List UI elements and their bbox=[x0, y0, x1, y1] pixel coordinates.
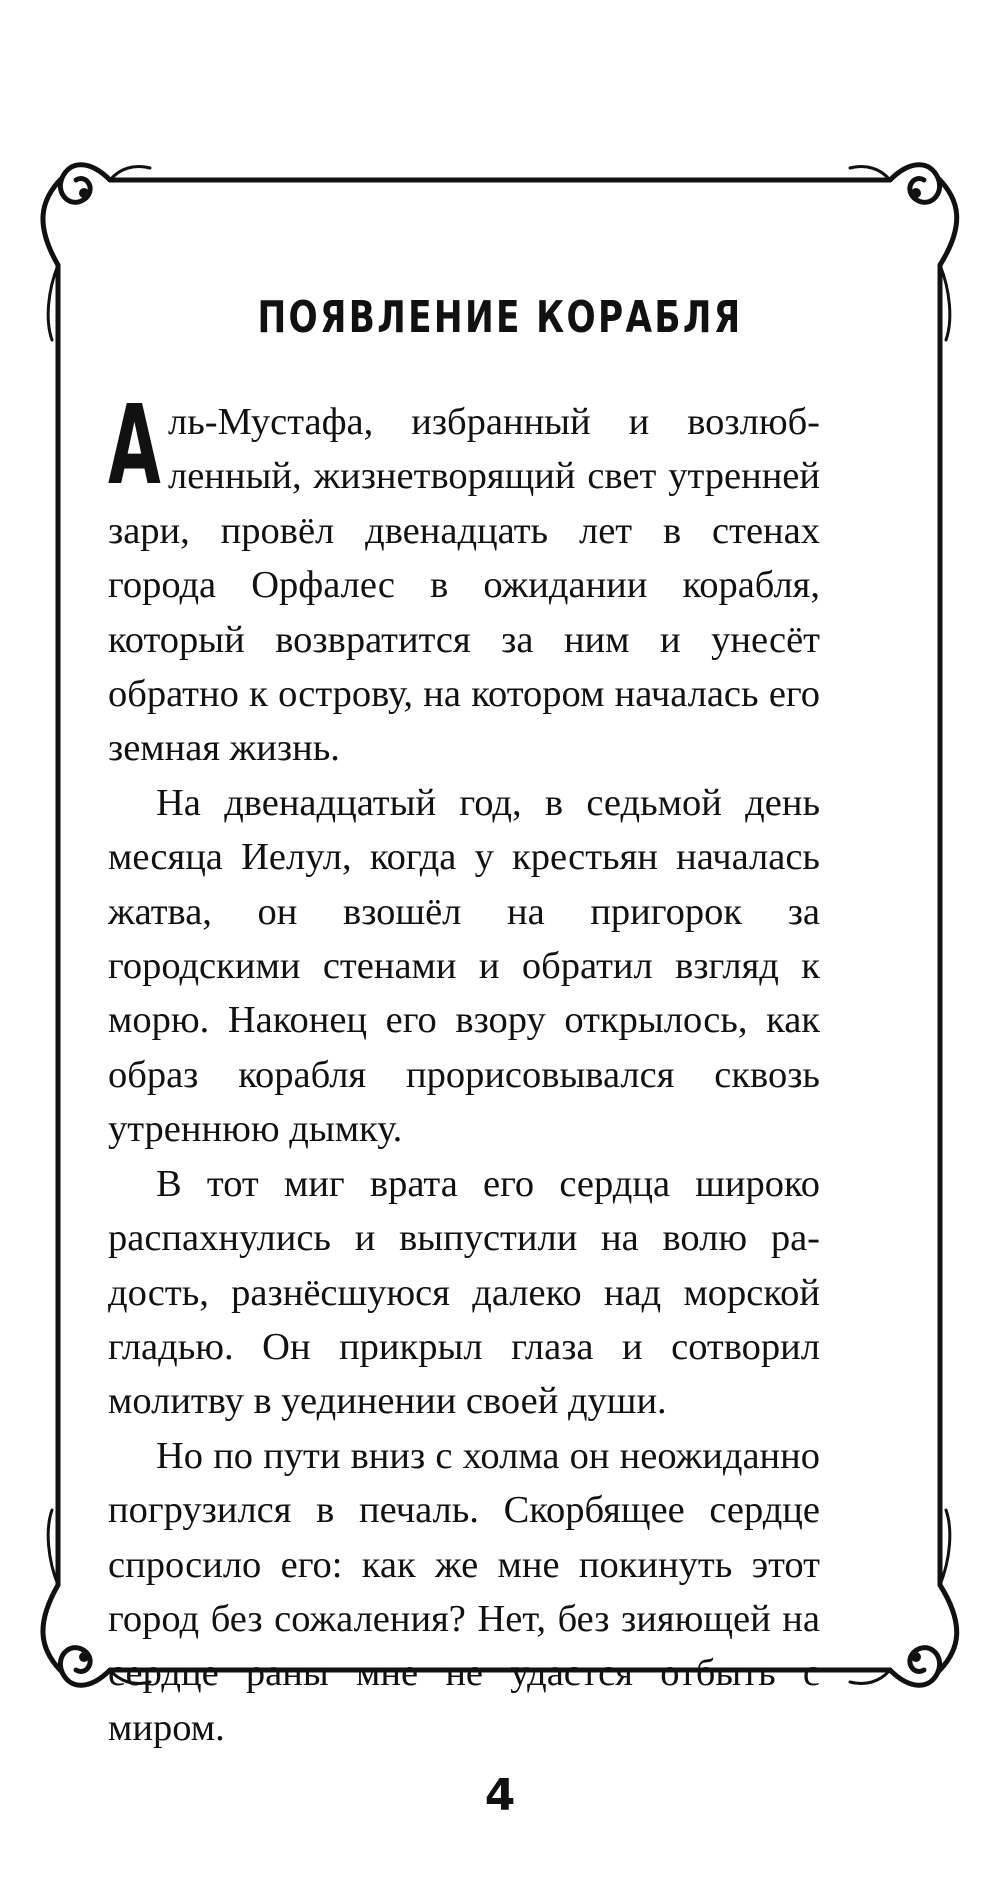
chapter-text bbox=[108, 381, 820, 1755]
paragraph: В тот миг врата его сердца широко распахнулись и выпустили на волю радость, разнёсшуюся далеко над морской гладью. Он прикрыл глаза и сотворил молитву в уединении своей души. bbox=[108, 1162, 820, 1423]
paragraph-text: ль-Мустафа, избранный и возлюбленный, жизнетворящий свет утренней зари, провёл двенадцать лет в стенах города Орфалес в ожидании корабля, который возвратится за ним и унесёт обратно к острову, на котором началась его земная жизнь. bbox=[108, 401, 820, 770]
chapter-title: ПОЯВЛЕНИЕ КОРАБЛЯ bbox=[257, 292, 743, 343]
paragraph: Но по пути вниз с холма он неожиданно погрузился в печаль. Скорбящее сердце спросило его: как же мне покинуть этот город без сожаления? Нет, без зияющей на сердце раны мне не удастся отбыть с миром. bbox=[108, 1434, 820, 1749]
paragraph: На двенадцатый год, в седьмой день месяца Иелул, когда у крестьян началась жатва, он взошёл на пригорок за городскими стенами и обратил взгляд к морю. Наконец его взору открылось, как образ корабля прорисовывался сквозь утреннюю дымку. bbox=[108, 781, 820, 1151]
drop-cap: А bbox=[108, 381, 161, 509]
page-number: 4 bbox=[484, 1770, 516, 1821]
paragraph bbox=[108, 381, 820, 776]
